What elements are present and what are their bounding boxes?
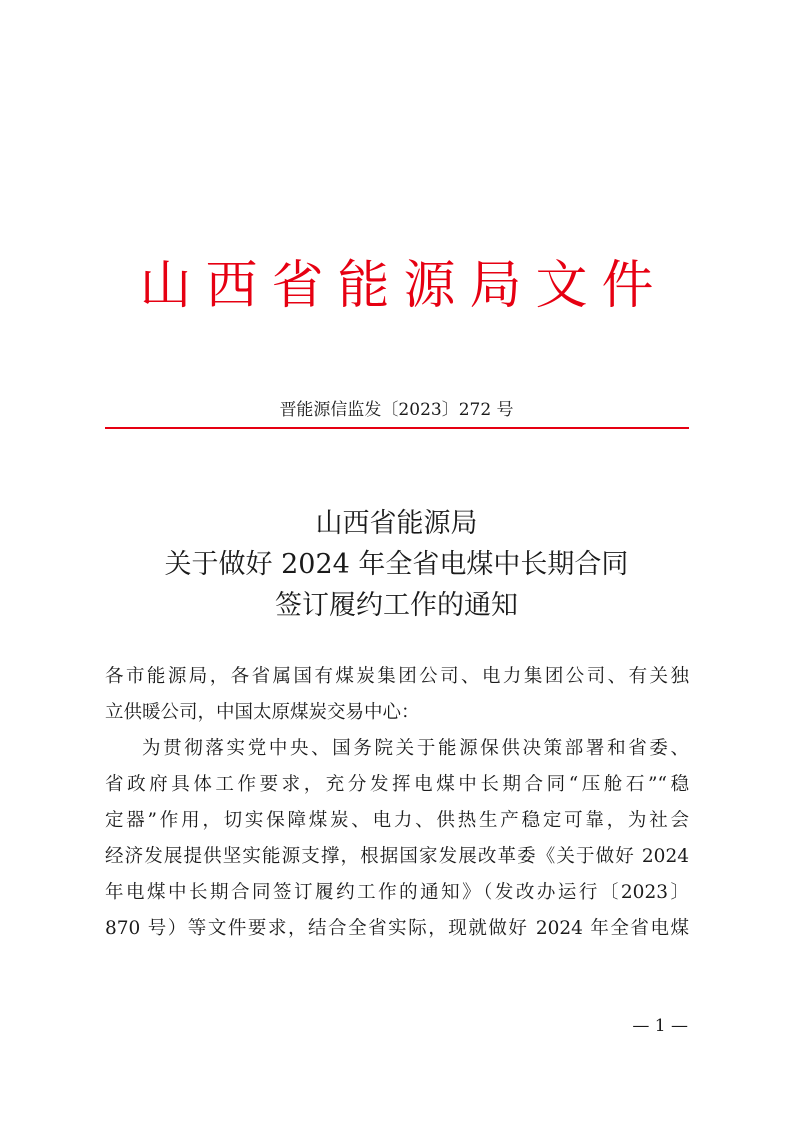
title-line: 签订履约工作的通知 <box>275 590 518 621</box>
title-line: 关于做好 2024 年全省电煤中长期合同 <box>164 549 629 580</box>
red-separator-line <box>105 427 689 429</box>
title-line: 山西省能源局 <box>315 508 478 539</box>
body-line: 各市能源局，各省属国有煤炭集团公司、电力集团公司、有关独 <box>105 666 689 687</box>
document-number: 晋能源信监发〔2023〕272 号 <box>279 400 514 420</box>
body-line: 经济发展提供坚实能源支撑，根据国家发展改革委《关于做好 2024 <box>105 846 689 867</box>
body-line: 870 号）等文件要求，结合全省实际，现就做好 2024 年全省电煤 <box>105 918 689 939</box>
body-line: 年电煤中长期合同签订履约工作的通知》（发改办运行〔2023〕 <box>105 882 689 903</box>
body-line: 为贯彻落实党中央、国务院关于能源保供决策部署和省委、 <box>142 738 689 759</box>
issuer-title: 山西省能源局文件 <box>139 256 668 316</box>
notice-title <box>0 503 793 626</box>
body-line: 立供暖公司，中国太原煤炭交易中心： <box>105 702 420 723</box>
page-number: — 1 — <box>632 1016 688 1036</box>
body-line: 定器”作用，切实保障煤炭、电力、供热生产稳定可靠，为社会 <box>105 810 689 831</box>
body-text <box>105 659 689 947</box>
body-line: 省政府具体工作要求，充分发挥电煤中长期合同“压舱石”“稳 <box>105 774 689 795</box>
